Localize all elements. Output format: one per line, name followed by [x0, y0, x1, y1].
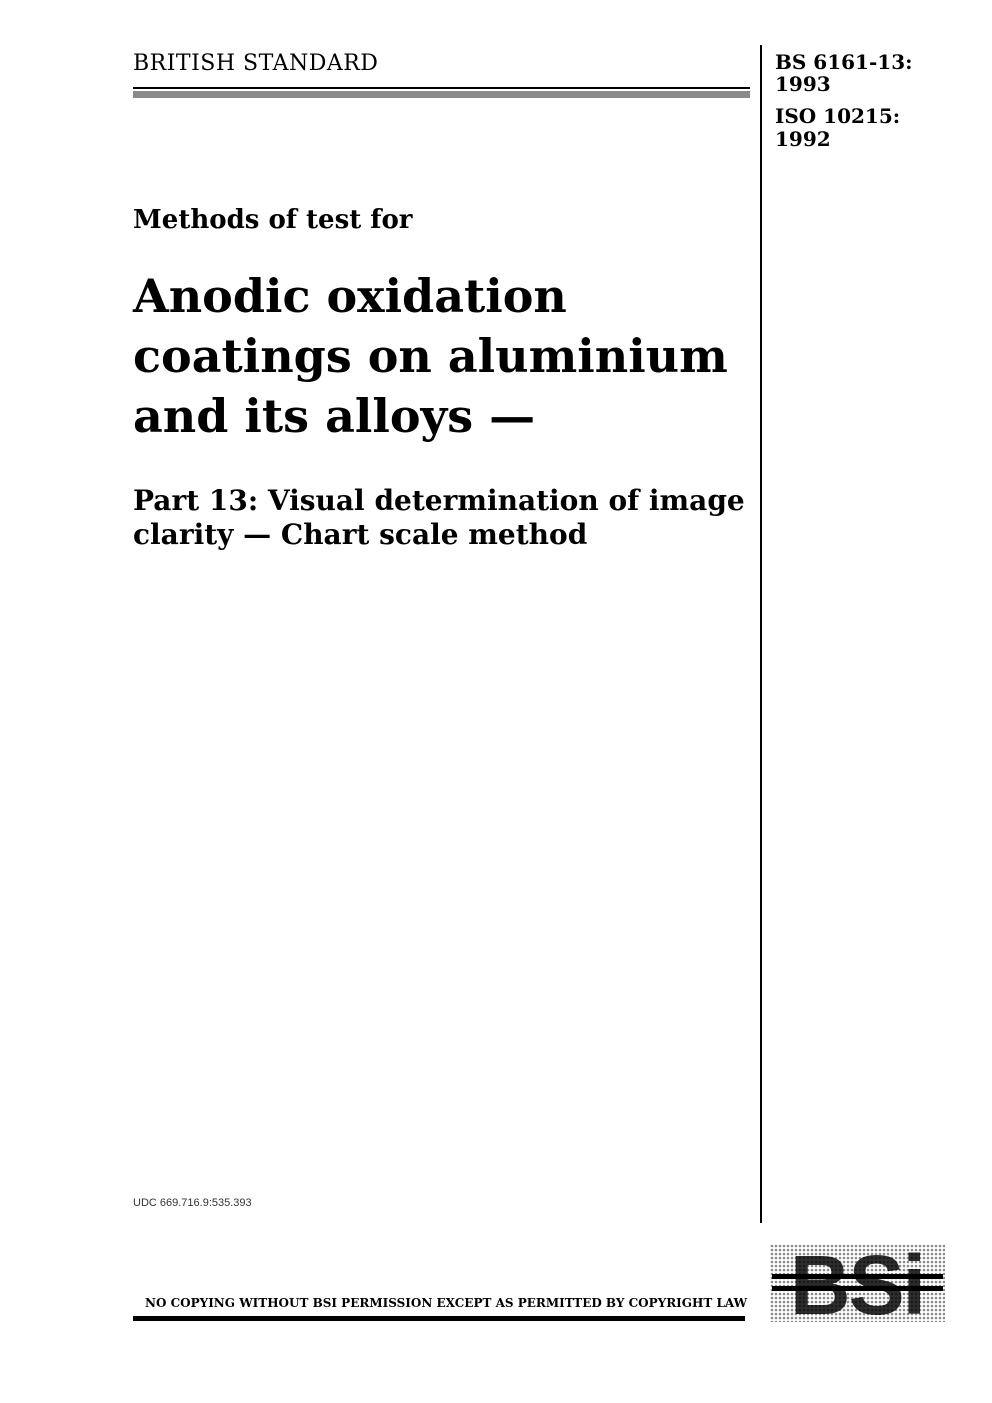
- header-rule: [133, 87, 750, 89]
- main-title-line: Anodic oxidation: [133, 269, 567, 323]
- main-title: [133, 266, 753, 446]
- iso-year: 1992: [775, 127, 831, 151]
- part-title-line: clarity — Chart scale method: [133, 518, 588, 551]
- title-intro: Methods of test for: [133, 205, 413, 235]
- bsi-logo-icon: [770, 1244, 945, 1322]
- margin-divider: [760, 45, 762, 1223]
- bs-number: BS 6161-13:: [775, 50, 913, 74]
- iso-number: ISO 10215:: [775, 104, 901, 128]
- part-title: [133, 484, 753, 552]
- bs-year: 1993: [775, 72, 831, 96]
- footer-rule: [133, 1316, 745, 1321]
- header-rule-shaded: [133, 91, 750, 98]
- main-title-line: coatings on aluminium: [133, 329, 728, 383]
- part-title-line: Part 13: Visual determination of image: [133, 484, 745, 517]
- udc-code: UDC 669.716.9:535.393: [133, 1197, 252, 1209]
- svg-text:BSi: BSi: [789, 1244, 925, 1322]
- main-title-line: and its alloys —: [133, 389, 536, 443]
- copyright-notice: NO COPYING WITHOUT BSI PERMISSION EXCEPT AS PERMITTED BY COPYRIGHT LAW: [145, 1296, 748, 1310]
- series-label: BRITISH STANDARD: [133, 51, 379, 76]
